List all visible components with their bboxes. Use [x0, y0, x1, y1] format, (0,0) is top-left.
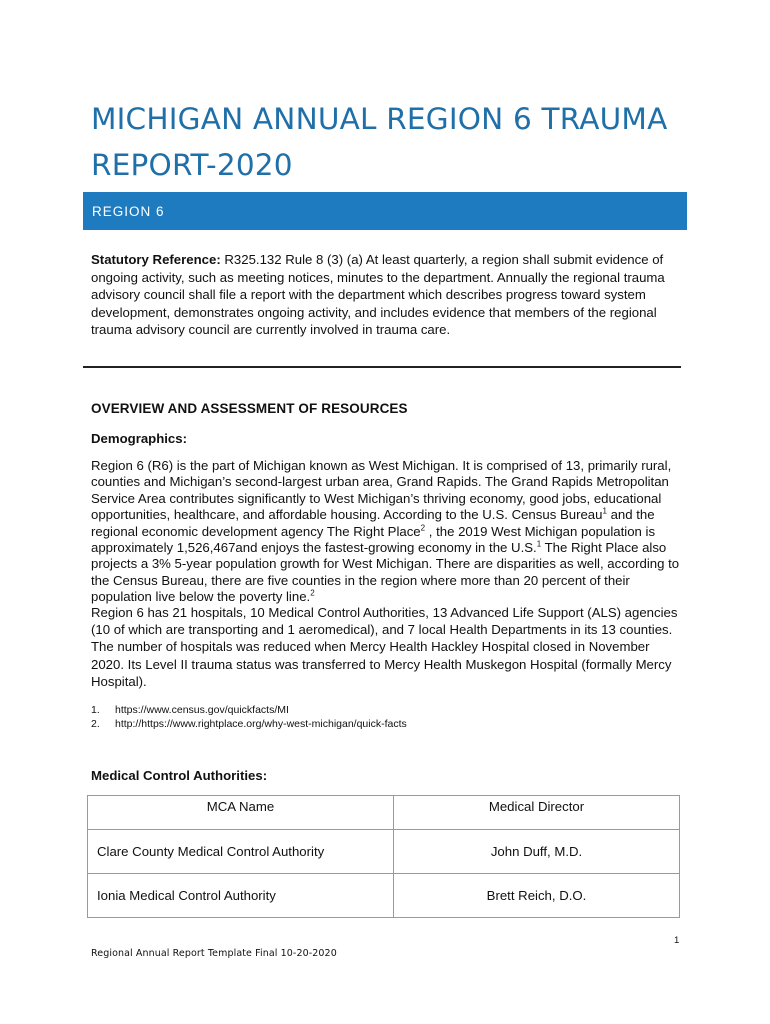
demographics-text-2: and the regional economic development agency The Right Place — [91, 507, 655, 539]
medical-director-cell: Brett Reich, D.O. — [394, 874, 680, 918]
demographics-paragraph — [91, 458, 683, 606]
page-footer: Regional Annual Report Template Final 10-20-2020 — [91, 948, 337, 959]
footnote-ref-2: 2 — [420, 523, 426, 533]
medical-director-cell: John Duff, M.D. — [394, 830, 680, 874]
table-row — [88, 874, 680, 918]
mca-name-cell: Clare County Medical Control Authority — [88, 830, 394, 874]
page-title: MICHIGAN ANNUAL REGION 6 TRAUMA REPORT-2020 — [91, 102, 668, 182]
region-label: REGION 6 — [92, 204, 165, 219]
table-row — [88, 830, 680, 874]
footnote-link[interactable]: https://www.census.gov/quickfacts/MI — [115, 704, 289, 716]
demographics-heading: Demographics: — [91, 431, 187, 446]
statutory-label: Statutory Reference: — [91, 252, 221, 267]
footnote-number: 2. — [91, 718, 100, 730]
statutory-text: R325.132 Rule 8 (3) (a) At least quarterly, a region shall submit evidence of ongoing activity, such as meeting notices, minutes to the department. Annually the regional trauma advisory council shall file a report with the department which describes progress toward system development, demonstrates ongoing activity, and includes evidence that members of the regional trauma advisory council are currently involved in trauma care. — [91, 252, 665, 338]
column-header-medical-director: Medical Director — [394, 796, 680, 830]
demographics-text-3: , the 2019 West Michigan population is approximately 1,526,467and enjoys the fastest-growing economy in the U.S. — [91, 523, 656, 556]
footnote-link[interactable]: http://https://www.rightplace.org/why-west-michigan/quick-facts — [115, 718, 407, 730]
mca-table — [87, 795, 680, 918]
footnote-list — [91, 703, 681, 731]
hospitals-paragraph: Region 6 has 21 hospitals, 10 Medical Control Authorities, 13 Advanced Life Support (ALS) agencies (10 of which are transporting and 1 aeromedical), and 7 local Health Departments in its 13 counties. The number of hospitals was reduced when Mercy Health Hackley Hospital closed in November 2020. Its Level II trauma status was transferred to Mercy Health Muskegon Hospital (formally Mercy Hospital). — [91, 605, 678, 689]
mca-name-cell: Ionia Medical Control Authority — [88, 874, 394, 918]
column-header-mca-name: MCA Name — [88, 796, 394, 830]
demographics-text-4: The Right Place also projects a 3% 5-year population growth for West Michigan. There are disparities as well, according to the Census Bureau, there are five counties in the region where more than 20 percent of their population live below the poverty line. — [91, 540, 680, 605]
footnote-item — [91, 703, 681, 717]
footnote-ref-1: 1 — [602, 506, 607, 516]
region-banner — [83, 192, 687, 230]
page-number: 1 — [674, 935, 680, 946]
footnote-ref-4: 2 — [310, 588, 315, 598]
mca-heading: Medical Control Authorities: — [91, 768, 268, 783]
demographics-text-1: Region 6 (R6) is the part of Michigan known as West Michigan. It is comprised of 13, primarily rural, counties and Michigan’s second-largest urban area, Grand Rapids. The Grand Rapids Metropolitan Service Area contributes significantly to West Michigan’s thriving economy, good jobs, educational opportunities, healthcare, and affordable housing. According to the U.S. Census Bureau — [91, 458, 672, 523]
overview-heading: OVERVIEW AND ASSESSMENT OF RESOURCES — [91, 401, 408, 416]
section-divider — [83, 366, 681, 368]
statutory-reference — [91, 251, 681, 339]
footnote-number: 1. — [91, 704, 100, 716]
footnote-item — [91, 717, 681, 731]
table-header-row — [88, 796, 680, 830]
footnote-ref-3: 1 — [536, 539, 542, 549]
